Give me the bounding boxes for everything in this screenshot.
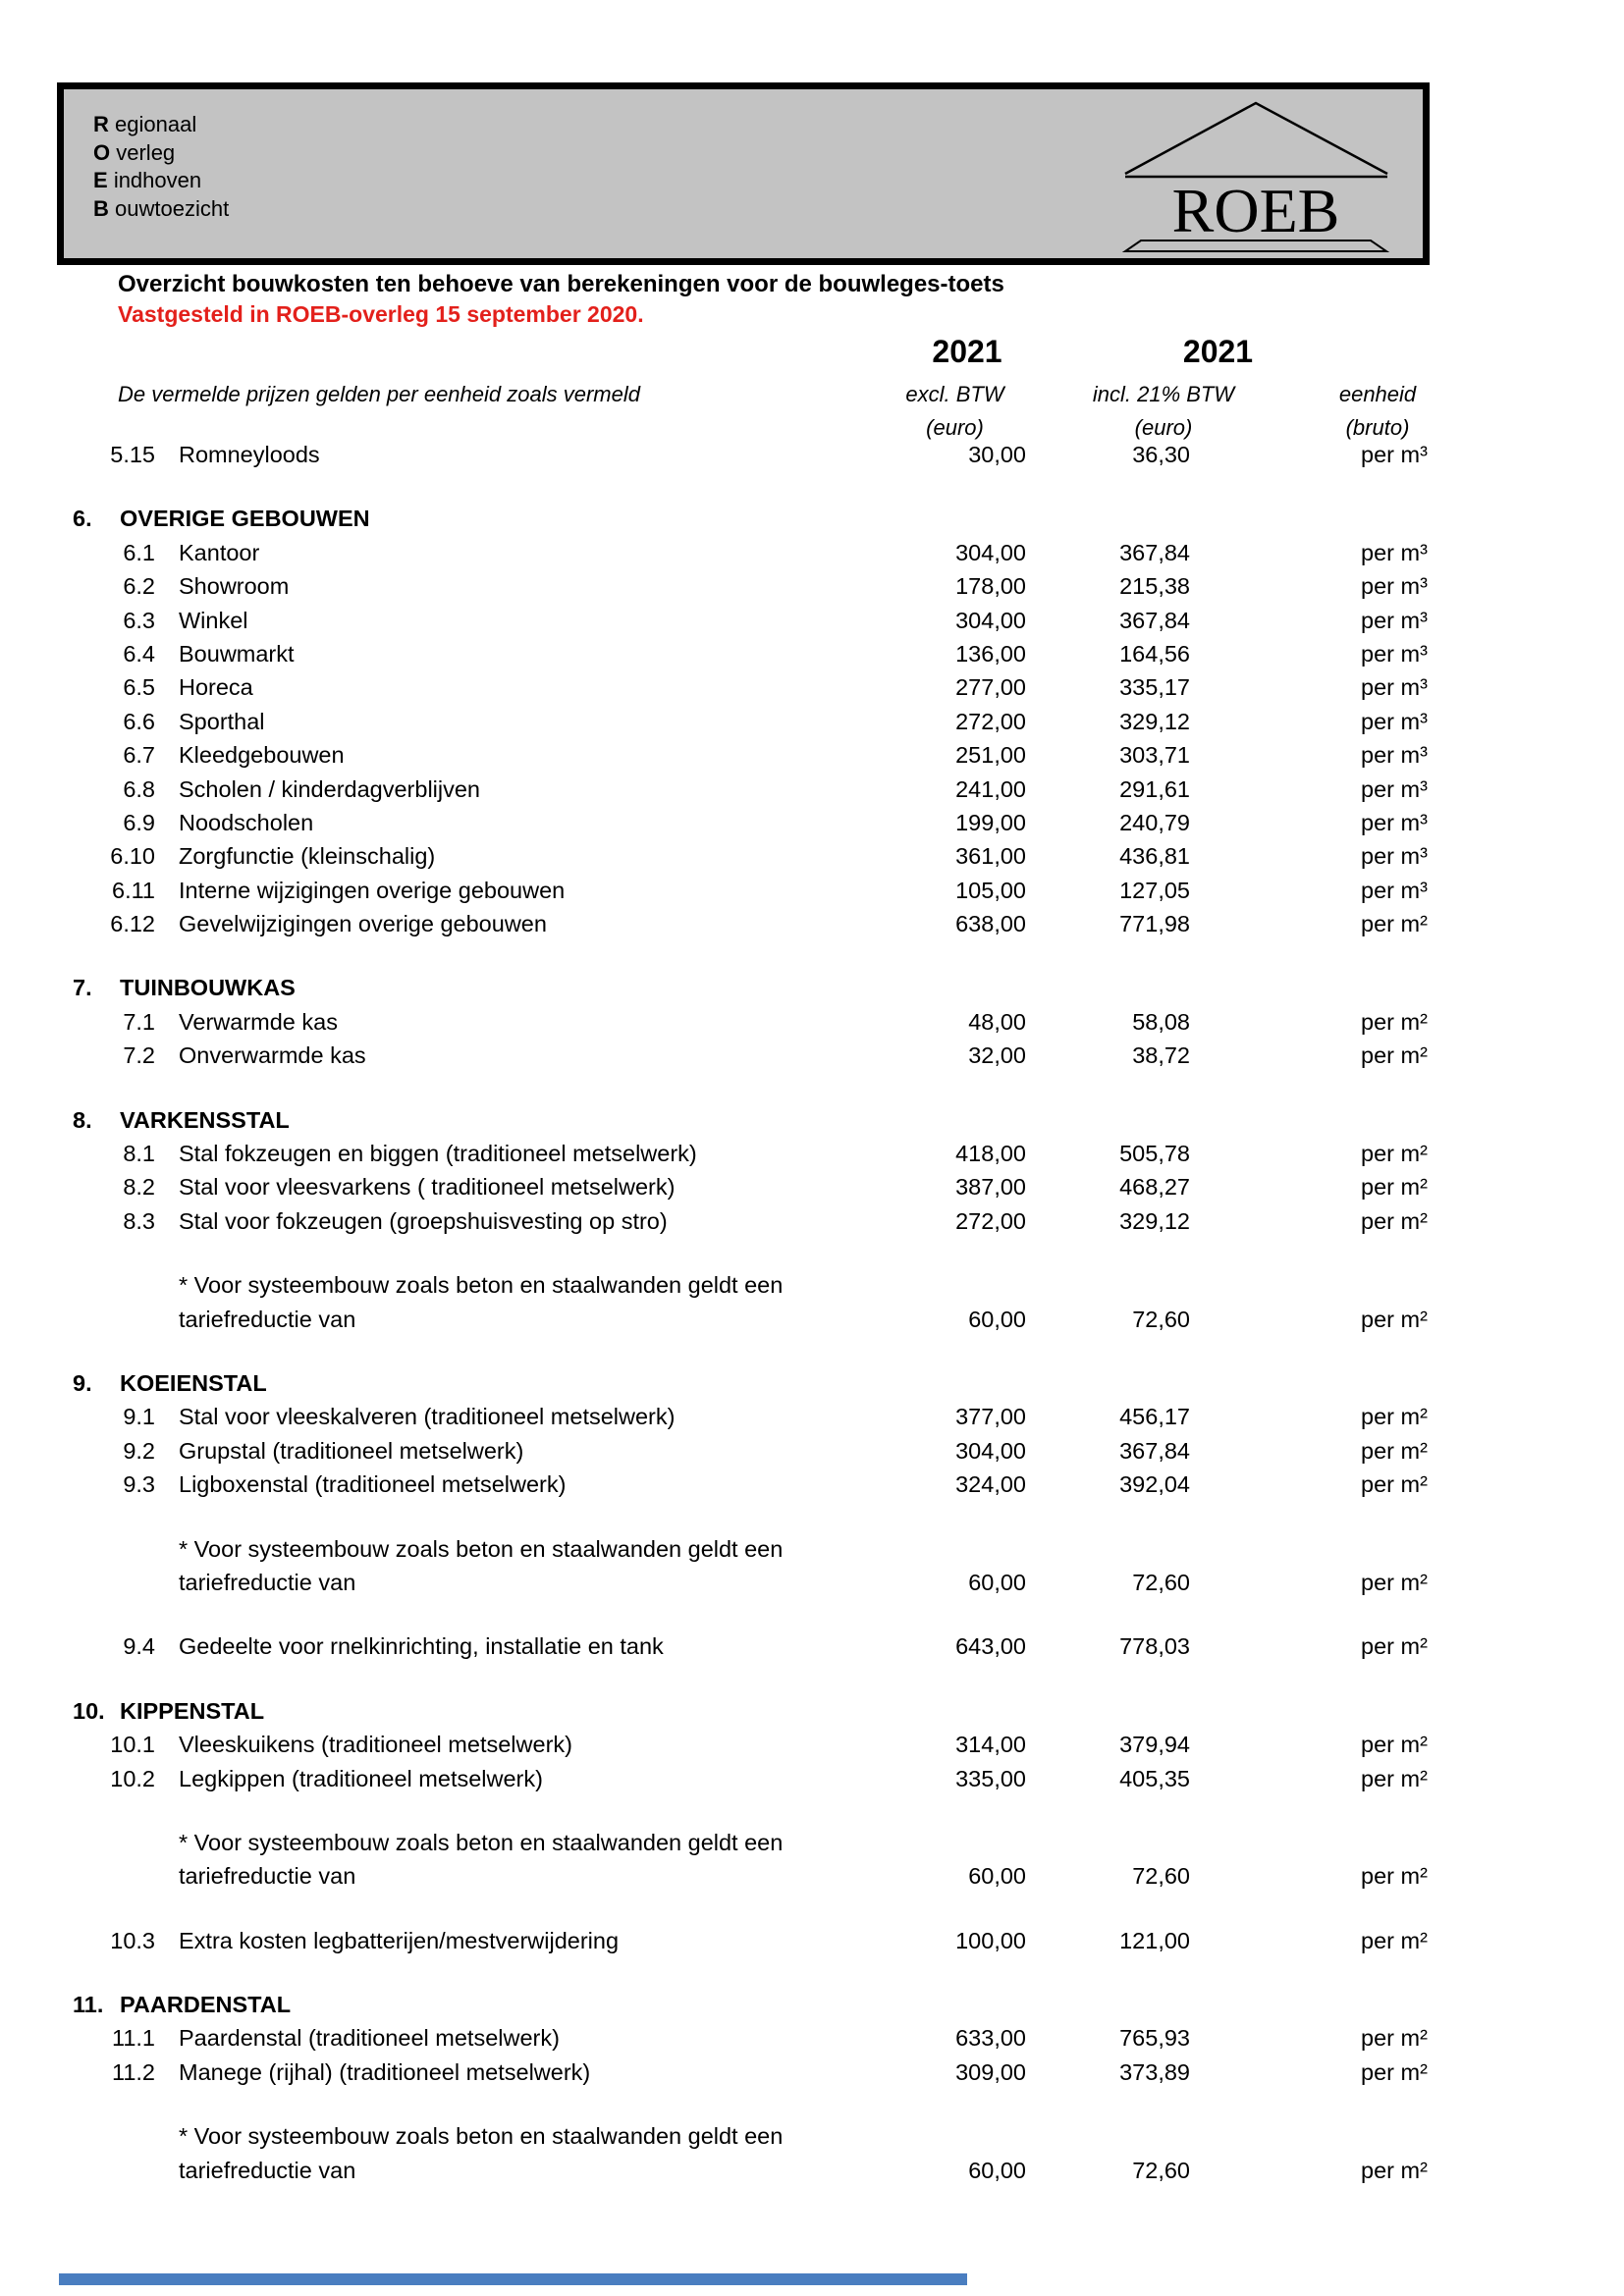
row-label: * Voor systeembouw zoals beton en staalwanden geldt een — [179, 1829, 784, 1855]
row-number: 9.4 — [123, 1633, 155, 1660]
row-label: Vleeskuikens (traditioneel metselwerk) — [179, 1732, 572, 1758]
table-row — [0, 878, 1624, 911]
table-row — [0, 1766, 1624, 1799]
note-row — [0, 1570, 1624, 1603]
column-year-excl: 2021 — [932, 334, 1002, 369]
price-incl-btw: 72,60 — [1132, 2157, 1190, 2183]
price-incl-btw: 771,98 — [1119, 911, 1190, 937]
price-incl-btw: 72,60 — [1132, 1569, 1190, 1595]
price-excl-btw: 241,00 — [955, 775, 1026, 802]
row-number: 8.2 — [123, 1174, 155, 1201]
row-number: 8.3 — [123, 1207, 155, 1234]
table-row — [0, 674, 1624, 708]
row-label: tariefreductie van — [179, 1863, 356, 1890]
row-label: tariefreductie van — [179, 2157, 356, 2183]
row-label: KOEIENSTAL — [120, 1369, 267, 1396]
table-row — [0, 776, 1624, 810]
unit-label: per m² — [1361, 1042, 1428, 1069]
table-row — [0, 843, 1624, 877]
price-excl-btw: 178,00 — [955, 573, 1026, 600]
price-incl-btw: 765,93 — [1119, 2025, 1190, 2052]
price-incl-btw: 392,04 — [1119, 1471, 1190, 1498]
price-excl-btw: 638,00 — [955, 911, 1026, 937]
column-year-incl: 2021 — [1182, 334, 1254, 369]
acronym-line: E indhoven — [93, 168, 202, 192]
price-excl-btw: 48,00 — [968, 1008, 1026, 1035]
row-number: 11.2 — [112, 2058, 155, 2085]
price-excl-btw: 309,00 — [955, 2058, 1026, 2085]
row-label: Verwarmde kas — [179, 1008, 338, 1035]
section-row — [0, 1107, 1624, 1141]
note-row — [0, 1536, 1624, 1570]
section-row — [0, 506, 1624, 539]
row-number: 7.1 — [123, 1008, 155, 1035]
price-excl-btw: 30,00 — [968, 442, 1026, 467]
row-label: PAARDENSTAL — [120, 1992, 292, 2018]
row-number: 6. — [73, 506, 92, 532]
table-row — [0, 641, 1624, 674]
row-number: 9.2 — [123, 1437, 155, 1464]
row-number: 6.12 — [110, 911, 155, 937]
row-label: Romneyloods — [179, 442, 320, 467]
row-label: Stal voor fokzeugen (groepshuisvesting op stro) — [179, 1207, 668, 1234]
row-label: OVERIGE GEBOUWEN — [120, 506, 370, 532]
price-incl-btw: 303,71 — [1119, 742, 1190, 769]
row-label: Paardenstal (traditioneel metselwerk) — [179, 2025, 560, 2052]
price-incl-btw: 367,84 — [1119, 1437, 1190, 1464]
table-row — [0, 1042, 1624, 1076]
row-label: VARKENSSTAL — [120, 1106, 290, 1133]
table-row — [0, 442, 1624, 475]
unit-label: per m² — [1361, 1471, 1428, 1498]
price-excl-btw: 136,00 — [955, 640, 1026, 667]
row-number: 6.7 — [123, 742, 155, 769]
price-incl-btw: 291,61 — [1119, 775, 1190, 802]
row-label: tariefreductie van — [179, 1306, 356, 1332]
header-box — [57, 82, 1430, 265]
price-incl-btw: 38,72 — [1132, 1042, 1190, 1069]
unit-label: per m² — [1361, 1863, 1428, 1890]
row-label: Bouwmarkt — [179, 640, 295, 667]
row-label: * Voor systeembouw zoals beton en staalwanden geldt een — [179, 1535, 784, 1562]
column-head-bruto: (bruto) — [1345, 415, 1410, 440]
price-excl-btw: 251,00 — [955, 742, 1026, 769]
price-excl-btw: 32,00 — [968, 1042, 1026, 1069]
section-row — [0, 1698, 1624, 1732]
row-number: 6.10 — [110, 843, 155, 870]
price-excl-btw: 277,00 — [955, 674, 1026, 701]
row-label: Kantoor — [179, 539, 260, 565]
row-label: Gevelwijzigingen overige gebouwen — [179, 911, 547, 937]
row-number: 9.1 — [123, 1404, 155, 1430]
row-label: KIPPENSTAL — [120, 1697, 265, 1724]
row-number: 6.9 — [123, 809, 155, 835]
logo-text: ROEB — [1171, 176, 1340, 245]
price-excl-btw: 272,00 — [955, 1207, 1026, 1234]
unit-label: per m² — [1361, 2157, 1428, 2183]
price-incl-btw: 72,60 — [1132, 1306, 1190, 1332]
row-number: 6.1 — [123, 539, 155, 565]
row-number: 6.11 — [112, 877, 155, 903]
row-label: Zorgfunctie (kleinschalig) — [179, 843, 436, 870]
unit-label: per m² — [1361, 1765, 1428, 1791]
table-row — [0, 2059, 1624, 2093]
row-number: 5.15 — [110, 442, 155, 467]
price-excl-btw: 60,00 — [968, 1306, 1026, 1332]
table-row — [0, 1732, 1624, 1765]
table-row — [0, 1208, 1624, 1242]
row-label: Onverwarmde kas — [179, 1042, 366, 1069]
unit-label: per m³ — [1361, 877, 1428, 903]
price-excl-btw: 377,00 — [955, 1404, 1026, 1430]
row-number: 7.2 — [123, 1042, 155, 1069]
column-head-excl-btw: excl. BTW — [905, 382, 1004, 406]
unit-label: per m² — [1361, 1306, 1428, 1332]
unit-label: per m³ — [1361, 742, 1428, 769]
price-excl-btw: 643,00 — [955, 1633, 1026, 1660]
price-excl-btw: 387,00 — [955, 1174, 1026, 1201]
roeb-acronym — [93, 111, 229, 223]
price-incl-btw: 335,17 — [1119, 674, 1190, 701]
row-number: 6.3 — [123, 607, 155, 633]
price-excl-btw: 199,00 — [955, 809, 1026, 835]
unit-label: per m² — [1361, 1927, 1428, 1953]
unit-label: per m² — [1361, 1404, 1428, 1430]
row-number: 6.8 — [123, 775, 155, 802]
table-row — [0, 1141, 1624, 1174]
row-number: 11.1 — [112, 2025, 155, 2052]
roeb-logo — [1111, 91, 1401, 256]
price-incl-btw: 127,05 — [1119, 877, 1190, 903]
row-label: Extra kosten legbatterijen/mestverwijdering — [179, 1927, 620, 1953]
acronym-line: R egionaal — [93, 112, 197, 136]
row-number: 6.6 — [123, 708, 155, 734]
row-label: Legkippen (traditioneel metselwerk) — [179, 1765, 543, 1791]
row-label: Gedeelte voor rnelkinrichting, installatie en tank — [179, 1633, 664, 1660]
row-number: 6.4 — [123, 640, 155, 667]
table-row — [0, 911, 1624, 944]
price-incl-btw: 329,12 — [1119, 708, 1190, 734]
column-head-eenheid: eenheid — [1338, 382, 1417, 406]
price-excl-btw: 272,00 — [955, 708, 1026, 734]
row-number: 10. — [73, 1697, 105, 1724]
unit-label: per m² — [1361, 1633, 1428, 1660]
row-label: Manege (rijhal) (traditioneel metselwerk) — [179, 2058, 591, 2085]
column-head-incl-btw: incl. 21% BTW — [1092, 382, 1235, 406]
row-label: Grupstal (traditioneel metselwerk) — [179, 1437, 524, 1464]
page-subtitle: Vastgesteld in ROEB-overleg 15 september 2020. — [118, 301, 644, 327]
row-label: Horeca — [179, 674, 253, 701]
unit-label: per m³ — [1361, 539, 1428, 565]
row-label: Sporthal — [179, 708, 265, 734]
row-label: Ligboxenstal (traditioneel metselwerk) — [179, 1471, 567, 1498]
unit-label: per m³ — [1361, 843, 1428, 870]
price-excl-btw: 100,00 — [955, 1927, 1026, 1953]
unit-label: per m² — [1361, 1207, 1428, 1234]
unit-label: per m³ — [1361, 573, 1428, 600]
unit-label: per m² — [1361, 1174, 1428, 1201]
row-label: Noodscholen — [179, 809, 314, 835]
price-excl-btw: 335,00 — [955, 1765, 1026, 1791]
acronym-line: O verleg — [93, 139, 176, 165]
price-incl-btw: 367,84 — [1119, 539, 1190, 565]
price-excl-btw: 60,00 — [968, 1863, 1026, 1890]
price-incl-btw: 329,12 — [1119, 1207, 1190, 1234]
price-excl-btw: 60,00 — [968, 1569, 1026, 1595]
unit-label: per m² — [1361, 1732, 1428, 1758]
column-head-euro-2: (euro) — [1134, 415, 1193, 440]
row-label: Showroom — [179, 573, 290, 600]
bottom-blue-bar — [59, 2273, 967, 2285]
price-excl-btw: 60,00 — [968, 2157, 1026, 2183]
row-label: Interne wijzigingen overige gebouwen — [179, 877, 566, 903]
price-incl-btw: 215,38 — [1119, 573, 1190, 600]
price-incl-btw: 121,00 — [1119, 1927, 1190, 1953]
unit-label: per m³ — [1361, 708, 1428, 734]
row-label: TUINBOUWKAS — [120, 975, 296, 1001]
price-incl-btw: 164,56 — [1119, 640, 1190, 667]
table-row — [0, 1009, 1624, 1042]
price-excl-btw: 314,00 — [955, 1732, 1026, 1758]
price-incl-btw: 468,27 — [1119, 1174, 1190, 1201]
unit-label: per m² — [1361, 1008, 1428, 1035]
row-number: 7. — [73, 975, 92, 1001]
price-incl-btw: 72,60 — [1132, 1863, 1190, 1890]
table-row — [0, 810, 1624, 843]
note-row — [0, 1307, 1624, 1340]
price-incl-btw: 373,89 — [1119, 2058, 1190, 2085]
note-row — [0, 1830, 1624, 1863]
table-row — [0, 709, 1624, 742]
table-row — [0, 540, 1624, 573]
unit-label: per m² — [1361, 2025, 1428, 2052]
unit-label: per m³ — [1361, 442, 1428, 467]
table-row — [0, 608, 1624, 641]
note-row — [0, 1863, 1624, 1896]
row-number: 9.3 — [123, 1471, 155, 1498]
price-excl-btw: 304,00 — [955, 539, 1026, 565]
row-label: Kleedgebouwen — [179, 742, 345, 769]
row-number: 10.2 — [110, 1765, 155, 1791]
acronym-line: B ouwtoezicht — [93, 195, 230, 221]
note-row — [0, 1272, 1624, 1306]
unit-label: per m³ — [1361, 607, 1428, 633]
unit-label: per m³ — [1361, 809, 1428, 835]
row-number: 8.1 — [123, 1141, 155, 1167]
price-incl-btw: 456,17 — [1119, 1404, 1190, 1430]
table-row — [0, 1928, 1624, 1961]
intro-line: De vermelde prijzen gelden per eenheid zoals vermeld — [118, 382, 640, 406]
row-number: 10.1 — [110, 1732, 155, 1758]
section-row — [0, 975, 1624, 1008]
price-incl-btw: 505,78 — [1119, 1141, 1190, 1167]
note-row — [0, 2123, 1624, 2157]
price-incl-btw: 379,94 — [1119, 1732, 1190, 1758]
unit-label: per m² — [1361, 2058, 1428, 2085]
price-incl-btw: 36,30 — [1132, 442, 1190, 467]
note-row — [0, 2158, 1624, 2191]
price-excl-btw: 418,00 — [955, 1141, 1026, 1167]
row-number: 9. — [73, 1369, 92, 1396]
price-excl-btw: 304,00 — [955, 1437, 1026, 1464]
row-number: 10.3 — [110, 1927, 155, 1953]
price-incl-btw: 778,03 — [1119, 1633, 1190, 1660]
unit-label: per m² — [1361, 1141, 1428, 1167]
row-label: * Voor systeembouw zoals beton en staalwanden geldt een — [179, 1272, 784, 1299]
table-row — [0, 1471, 1624, 1505]
price-incl-btw: 240,79 — [1119, 809, 1190, 835]
unit-label: per m² — [1361, 911, 1428, 937]
price-incl-btw: 58,08 — [1132, 1008, 1190, 1035]
table-row — [0, 573, 1624, 607]
row-number: 8. — [73, 1106, 92, 1133]
section-row — [0, 1370, 1624, 1404]
unit-label: per m³ — [1361, 640, 1428, 667]
price-excl-btw: 105,00 — [955, 877, 1026, 903]
price-excl-btw: 324,00 — [955, 1471, 1026, 1498]
table-row — [0, 1438, 1624, 1471]
table-row — [0, 742, 1624, 775]
roof-icon — [1125, 103, 1387, 174]
page-title: Overzicht bouwkosten ten behoeve van berekeningen voor de bouwleges-toets — [118, 271, 1004, 297]
price-excl-btw: 361,00 — [955, 843, 1026, 870]
price-incl-btw: 405,35 — [1119, 1765, 1190, 1791]
row-label: Stal fokzeugen en biggen (traditioneel metselwerk) — [179, 1141, 697, 1167]
price-incl-btw: 436,81 — [1119, 843, 1190, 870]
row-number: 6.5 — [123, 674, 155, 701]
unit-label: per m² — [1361, 1437, 1428, 1464]
row-label: Stal voor vleesvarkens ( traditioneel metselwerk) — [179, 1174, 676, 1201]
price-excl-btw: 304,00 — [955, 607, 1026, 633]
price-incl-btw: 367,84 — [1119, 607, 1190, 633]
price-excl-btw: 633,00 — [955, 2025, 1026, 2052]
row-label: tariefreductie van — [179, 1569, 356, 1595]
unit-label: per m³ — [1361, 775, 1428, 802]
table-row — [0, 2025, 1624, 2058]
cost-table — [0, 442, 1624, 2191]
unit-label: per m² — [1361, 1569, 1428, 1595]
table-row — [0, 1633, 1624, 1667]
table-row — [0, 1174, 1624, 1207]
row-label: * Voor systeembouw zoals beton en staalwanden geldt een — [179, 2123, 784, 2150]
row-number: 6.2 — [123, 573, 155, 600]
section-row — [0, 1992, 1624, 2025]
unit-label: per m³ — [1361, 674, 1428, 701]
table-row — [0, 1404, 1624, 1437]
row-label: Winkel — [179, 607, 248, 633]
row-label: Scholen / kinderdagverblijven — [179, 775, 480, 802]
row-number: 11. — [73, 1992, 104, 2018]
row-label: Stal voor vleeskalveren (traditioneel metselwerk) — [179, 1404, 676, 1430]
column-head-euro-1: (euro) — [926, 415, 984, 440]
